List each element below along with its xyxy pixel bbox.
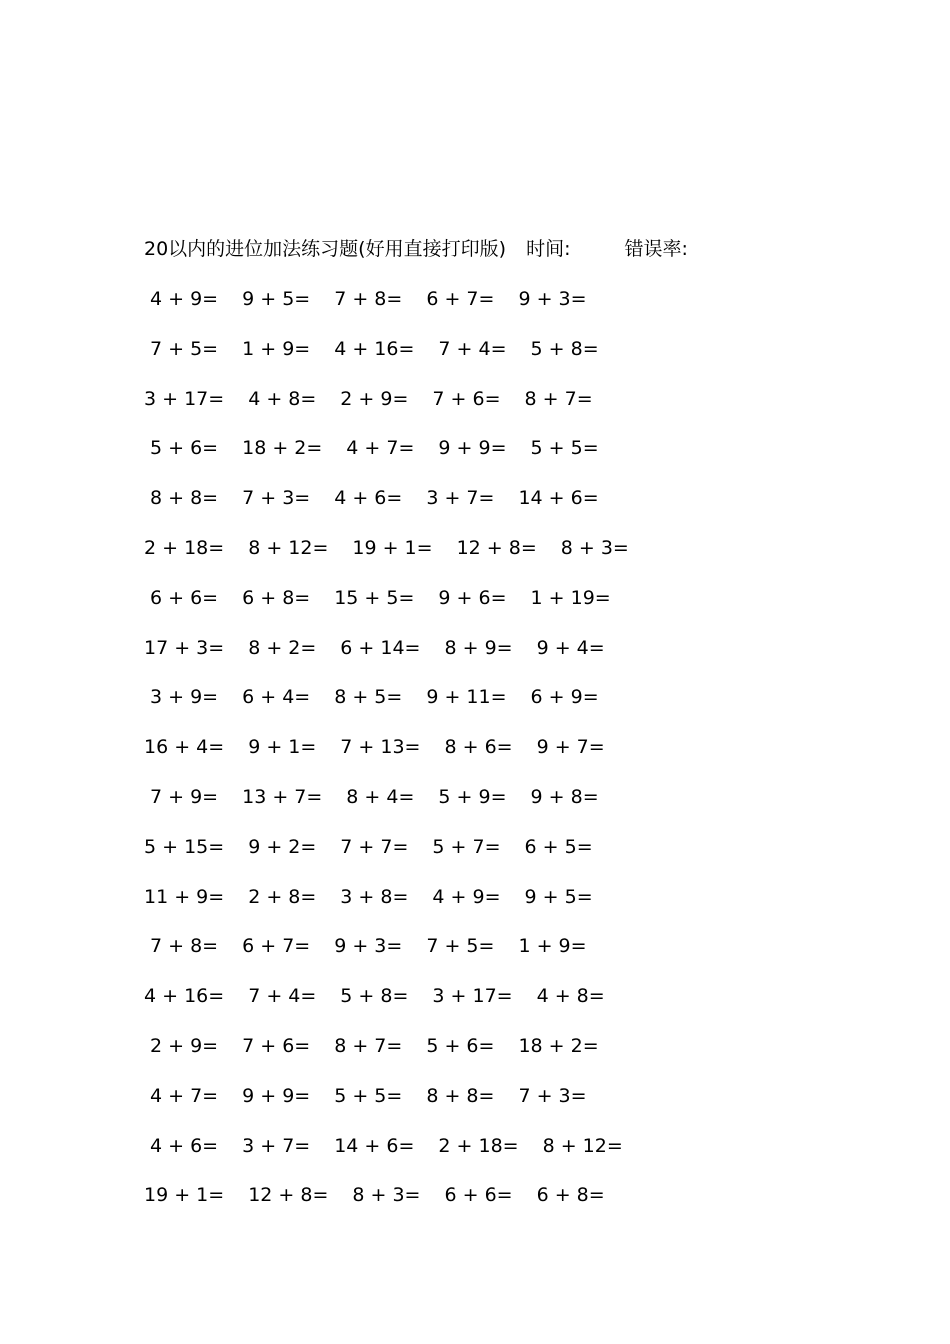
problem-row bbox=[144, 1182, 644, 1232]
worksheet-title: 20以内的进位加法练习题(好用直接打印版) bbox=[144, 238, 507, 260]
addition-problem: 9 + 2= bbox=[248, 835, 317, 858]
problem-row bbox=[144, 535, 644, 585]
addition-problem: 4 + 6= bbox=[334, 487, 403, 510]
addition-problem: 9 + 1= bbox=[248, 736, 317, 759]
addition-problem: 9 + 5= bbox=[242, 288, 311, 310]
addition-problem: 2 + 9= bbox=[340, 387, 409, 410]
addition-problem: 6 + 6= bbox=[444, 1184, 513, 1207]
addition-problem: 1 + 9= bbox=[242, 337, 311, 360]
problem-grid bbox=[144, 286, 644, 1232]
problem-row bbox=[144, 734, 644, 784]
addition-problem: 6 + 7= bbox=[426, 288, 495, 310]
addition-problem: 7 + 4= bbox=[438, 337, 507, 360]
addition-problem: 9 + 9= bbox=[438, 437, 507, 460]
addition-problem: 4 + 9= bbox=[432, 885, 501, 908]
addition-problem: 6 + 14= bbox=[340, 636, 421, 659]
addition-problem: 8 + 7= bbox=[524, 387, 593, 410]
addition-problem: 6 + 6= bbox=[150, 586, 219, 609]
addition-problem: 7 + 3= bbox=[518, 1084, 587, 1107]
addition-problem: 9 + 6= bbox=[438, 586, 507, 609]
addition-problem: 5 + 7= bbox=[432, 835, 501, 858]
addition-problem: 8 + 2= bbox=[248, 636, 317, 659]
problem-row bbox=[144, 684, 644, 734]
addition-problem: 5 + 5= bbox=[334, 1084, 403, 1107]
addition-problem: 8 + 8= bbox=[426, 1084, 495, 1107]
problem-row bbox=[144, 983, 644, 1033]
addition-problem: 9 + 9= bbox=[242, 1084, 311, 1107]
addition-problem: 4 + 16= bbox=[144, 985, 225, 1008]
addition-problem: 4 + 8= bbox=[248, 387, 317, 410]
addition-problem: 7 + 5= bbox=[150, 337, 219, 360]
error-rate-label: 错误率: bbox=[624, 238, 688, 260]
problem-row bbox=[144, 834, 644, 884]
addition-problem: 6 + 9= bbox=[530, 686, 599, 709]
problem-row bbox=[144, 884, 644, 934]
addition-problem: 1 + 9= bbox=[518, 935, 587, 958]
addition-problem: 19 + 1= bbox=[352, 536, 433, 559]
problem-row bbox=[144, 286, 644, 336]
addition-problem: 8 + 5= bbox=[334, 686, 403, 709]
problem-row bbox=[144, 336, 644, 386]
addition-problem: 8 + 9= bbox=[444, 636, 513, 659]
addition-problem: 3 + 9= bbox=[150, 686, 219, 709]
addition-problem: 8 + 3= bbox=[560, 536, 629, 559]
problem-row bbox=[144, 784, 644, 834]
addition-problem: 1 + 19= bbox=[530, 586, 611, 609]
addition-problem: 5 + 15= bbox=[144, 835, 225, 858]
addition-problem: 5 + 8= bbox=[530, 337, 599, 360]
addition-problem: 13 + 7= bbox=[242, 785, 323, 808]
addition-problem: 4 + 16= bbox=[334, 337, 415, 360]
addition-problem: 3 + 7= bbox=[426, 487, 495, 510]
addition-problem: 7 + 6= bbox=[242, 1034, 311, 1057]
addition-problem: 4 + 9= bbox=[150, 288, 219, 310]
worksheet-header bbox=[144, 236, 688, 262]
addition-problem: 2 + 9= bbox=[150, 1034, 219, 1057]
problem-row bbox=[144, 933, 644, 983]
addition-problem: 5 + 8= bbox=[340, 985, 409, 1008]
addition-problem: 4 + 8= bbox=[536, 985, 605, 1008]
addition-problem: 11 + 9= bbox=[144, 885, 225, 908]
addition-problem: 18 + 2= bbox=[518, 1034, 599, 1057]
addition-problem: 6 + 7= bbox=[242, 935, 311, 958]
problem-row bbox=[144, 1033, 644, 1083]
addition-problem: 4 + 6= bbox=[150, 1134, 219, 1157]
addition-problem: 6 + 8= bbox=[536, 1184, 605, 1207]
addition-problem: 4 + 7= bbox=[346, 437, 415, 460]
addition-problem: 15 + 5= bbox=[334, 586, 415, 609]
addition-problem: 7 + 3= bbox=[242, 487, 311, 510]
addition-problem: 3 + 17= bbox=[432, 985, 513, 1008]
time-label: 时间: bbox=[526, 238, 571, 260]
addition-problem: 8 + 3= bbox=[352, 1184, 421, 1207]
problem-row bbox=[144, 386, 644, 436]
addition-problem: 7 + 5= bbox=[426, 935, 495, 958]
problem-row bbox=[144, 435, 644, 485]
addition-problem: 3 + 17= bbox=[144, 387, 225, 410]
addition-problem: 4 + 7= bbox=[150, 1084, 219, 1107]
addition-problem: 3 + 7= bbox=[242, 1134, 311, 1157]
addition-problem: 5 + 5= bbox=[530, 437, 599, 460]
addition-problem: 19 + 1= bbox=[144, 1184, 225, 1207]
addition-problem: 6 + 5= bbox=[524, 835, 593, 858]
addition-problem: 5 + 9= bbox=[438, 785, 507, 808]
addition-problem: 8 + 12= bbox=[248, 536, 329, 559]
addition-problem: 14 + 6= bbox=[518, 487, 599, 510]
addition-problem: 8 + 12= bbox=[542, 1134, 623, 1157]
addition-problem: 18 + 2= bbox=[242, 437, 323, 460]
addition-problem: 7 + 6= bbox=[432, 387, 501, 410]
addition-problem: 9 + 11= bbox=[426, 686, 507, 709]
addition-problem: 2 + 8= bbox=[248, 885, 317, 908]
addition-problem: 7 + 13= bbox=[340, 736, 421, 759]
addition-problem: 8 + 7= bbox=[334, 1034, 403, 1057]
addition-problem: 14 + 6= bbox=[334, 1134, 415, 1157]
addition-problem: 9 + 4= bbox=[536, 636, 605, 659]
addition-problem: 12 + 8= bbox=[248, 1184, 329, 1207]
addition-problem: 2 + 18= bbox=[438, 1134, 519, 1157]
addition-problem: 5 + 6= bbox=[150, 437, 219, 460]
problem-row bbox=[144, 1083, 644, 1133]
addition-problem: 9 + 5= bbox=[524, 885, 593, 908]
problem-row bbox=[144, 485, 644, 535]
addition-problem: 6 + 8= bbox=[242, 586, 311, 609]
problem-row bbox=[144, 635, 644, 685]
addition-problem: 8 + 8= bbox=[150, 487, 219, 510]
addition-problem: 9 + 7= bbox=[536, 736, 605, 759]
addition-problem: 6 + 4= bbox=[242, 686, 311, 709]
addition-problem: 5 + 6= bbox=[426, 1034, 495, 1057]
problem-row bbox=[144, 585, 644, 635]
addition-problem: 3 + 8= bbox=[340, 885, 409, 908]
addition-problem: 7 + 8= bbox=[150, 935, 219, 958]
addition-problem: 7 + 4= bbox=[248, 985, 317, 1008]
addition-problem: 17 + 3= bbox=[144, 636, 225, 659]
addition-problem: 7 + 8= bbox=[334, 288, 403, 310]
addition-problem: 8 + 4= bbox=[346, 785, 415, 808]
addition-problem: 9 + 3= bbox=[518, 288, 587, 310]
addition-problem: 8 + 6= bbox=[444, 736, 513, 759]
addition-problem: 7 + 9= bbox=[150, 785, 219, 808]
addition-problem: 7 + 7= bbox=[340, 835, 409, 858]
problem-row bbox=[144, 1133, 644, 1183]
addition-problem: 12 + 8= bbox=[456, 536, 537, 559]
addition-problem: 2 + 18= bbox=[144, 536, 225, 559]
addition-problem: 9 + 8= bbox=[530, 785, 599, 808]
addition-problem: 9 + 3= bbox=[334, 935, 403, 958]
addition-problem: 16 + 4= bbox=[144, 736, 225, 759]
